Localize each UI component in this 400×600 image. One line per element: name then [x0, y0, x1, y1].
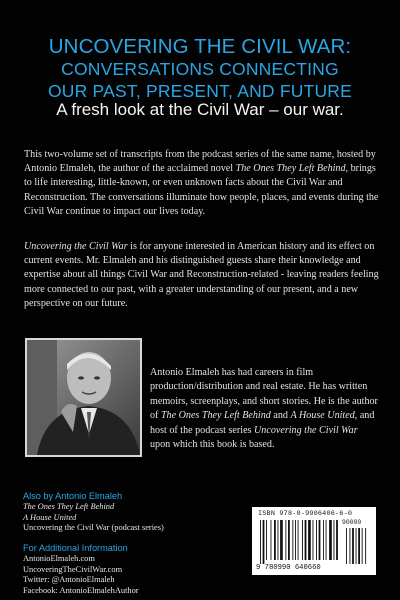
barcode-bar [316, 520, 317, 560]
barcode-bar [313, 520, 314, 560]
additional-info-list [23, 554, 139, 596]
barcode-bar [278, 520, 279, 560]
barcode-bar [323, 520, 324, 560]
barcode-bars [258, 520, 370, 564]
also-by-item: The Ones They Left Behind [23, 502, 115, 511]
description-paragraph-1: This two-volume set of transcripts from the podcast series of the same name, hosted by Antonio Elmaleh, the author of the acclaimed novel The Ones They Left Behind, brings to life interesting, little-known, or even unknown facts about the Civil War and Reconstruction. The conversations illuminate how people, places, and events during the Civil War continue to impact our lives today. [24, 149, 379, 217]
barcode-addon-bar [350, 528, 351, 564]
also-by-item: A House United [23, 512, 77, 522]
description-paragraph-2: Uncovering the Civil War is for anyone interested in American history and its effect on current events. Mr. Elmaleh and his distinguished guests share their knowledge and expertise about all things Civil War and Reconstruction-related - leaving readers feeling more connected to our past, with a greater understanding of our present, and a new perspective on our future. [24, 241, 379, 309]
barcode-digits: 9 780990 640660 [256, 564, 321, 572]
barcode-addon-digits: 90000 [342, 519, 362, 526]
barcode-bar [260, 520, 261, 564]
barcode-bar [288, 520, 290, 560]
barcode-addon-bar [346, 528, 347, 564]
barcode-bar [292, 520, 293, 560]
book-title-italic: The Ones They Left Behind [235, 163, 346, 175]
additional-info-heading: For Additional Information [23, 543, 128, 553]
cover-title [10, 36, 390, 102]
barcode-bar [298, 520, 299, 560]
isbn-barcode [252, 507, 376, 575]
barcode-addon-bar [352, 528, 354, 564]
also-by-list [23, 502, 164, 534]
tagline: A fresh look at the Civil War – our war. [56, 100, 344, 119]
also-by-item: Uncovering the Civil War (podcast series) [23, 523, 164, 533]
info-website-author: AntonioElmaleh.com [23, 554, 95, 563]
barcode-bar [285, 520, 286, 560]
barcode-bar [334, 520, 335, 560]
barcode-bar [295, 520, 296, 560]
barcode-bar [266, 520, 267, 560]
barcode-bar [263, 520, 265, 564]
barcode-bar [308, 520, 311, 560]
barcode-addon-bar [356, 528, 357, 564]
isbn-number: ISBN 978-0-9906406-6-0 [258, 510, 353, 518]
barcode-bar [305, 520, 307, 560]
title-line-1: UNCOVERING THE CIVIL WAR: [48, 35, 352, 58]
barcode-bar [271, 520, 272, 560]
barcode-bar [319, 520, 321, 560]
barcode-bar [329, 520, 332, 560]
barcode-addon-bar [365, 528, 366, 564]
author-photo [25, 338, 142, 457]
author-portrait-image [27, 340, 140, 455]
barcode-bar [274, 520, 276, 560]
info-twitter: Twitter: @AntonioElmaleh [23, 575, 115, 585]
title-line-3: OUR PAST, PRESENT, AND FUTURE [48, 81, 352, 101]
barcode-bar [280, 520, 283, 560]
barcode-bar [326, 520, 327, 560]
info-website-podcast: UncoveringTheCivilWar.com [23, 564, 123, 574]
author-bio: Antonio Elmaleh has had careers in film production/distribution and real estate. He has written memoirs, screenplays, and short stories. He is the author of The Ones They Left Behind and A House United, and host of the podcast series Uncovering the Civil War upon which this book is based. [150, 367, 378, 451]
barcode-bar [302, 520, 303, 560]
title-line-2: CONVERSATIONS CONNECTING [61, 59, 339, 79]
barcode-addon-bar [358, 528, 360, 564]
book-title-italic: Uncovering the Civil War [24, 241, 128, 252]
barcode-addon-bar [362, 528, 363, 564]
barcode-bar [336, 520, 338, 560]
also-by-heading: Also by Antonio Elmaleh [23, 491, 123, 501]
info-facebook: Facebook: AntonioElmalehAuthor [23, 585, 139, 595]
